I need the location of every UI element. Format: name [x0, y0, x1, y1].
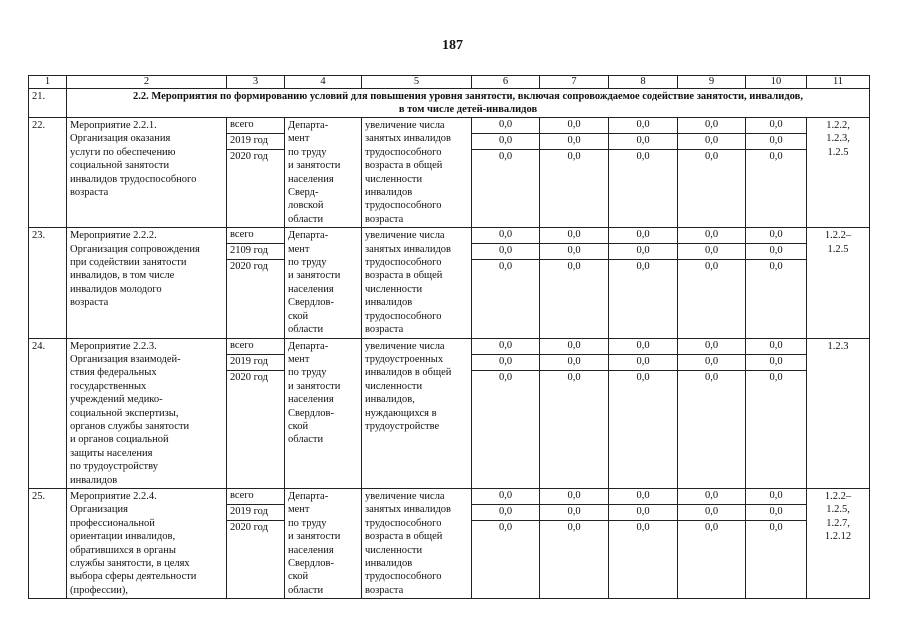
value: 0,0	[472, 489, 539, 505]
period-cell	[227, 228, 285, 338]
value: 0,0	[678, 505, 745, 521]
section-title-line: 2.2. Мероприятия по формированию условий для повышения уровня занятости, включая сопровождаемое содействие занятости, инвалидов,	[133, 91, 803, 102]
value: 0,0	[498, 521, 513, 533]
executor-cell: Департа- мент по труду и занятости населения Свердлов- ской области	[285, 488, 362, 598]
column-number: 7	[540, 76, 609, 89]
column-number: 9	[678, 76, 746, 89]
value: 0,0	[540, 244, 608, 260]
column-number: 1	[29, 76, 67, 89]
value: 0,0	[609, 244, 677, 260]
value: 0,0	[746, 134, 806, 150]
value: 0,0	[746, 489, 806, 505]
period-label: всего	[227, 118, 284, 134]
value: 0,0	[540, 489, 608, 505]
value: 0,0	[678, 134, 745, 150]
value-cell	[472, 488, 540, 598]
value: 0,0	[636, 371, 650, 383]
activity-cell: Мероприятие 2.2.1. Организация оказания услуги по обеспечению социальной занятости инвалидов трудоспособного возраста	[67, 118, 227, 228]
period-label: 2019 год	[227, 134, 284, 150]
value: 0,0	[540, 118, 608, 134]
period-label: 2019 год	[227, 505, 284, 521]
value: 0,0	[704, 261, 719, 273]
value: 0,0	[540, 339, 608, 355]
activity-row	[29, 338, 870, 488]
column-number: 4	[285, 76, 362, 89]
column-number: 2	[67, 76, 227, 89]
value: 0,0	[678, 244, 745, 260]
column-number: 3	[227, 76, 285, 89]
activity-row	[29, 488, 870, 598]
period-label: всего	[227, 228, 284, 244]
period-label: всего	[227, 489, 284, 505]
value-cell	[472, 338, 540, 488]
value: 0,0	[472, 244, 539, 260]
column-number: 5	[362, 76, 472, 89]
row-number: 23.	[29, 228, 67, 338]
value-cell	[540, 118, 609, 228]
value: 0,0	[636, 261, 650, 273]
refs-cell: 1.2.3	[807, 338, 870, 488]
value: 0,0	[769, 371, 783, 383]
value: 0,0	[609, 339, 677, 355]
indicator-cell: увеличение числа занятых инвалидов трудоспособного возраста в общей численности инвалидов трудоспособного возраста	[362, 118, 472, 228]
executor-cell: Департа- мент по труду и занятости населения Сверд- ловской области	[285, 118, 362, 228]
row-number: 25.	[29, 488, 67, 598]
value: 0,0	[704, 151, 719, 162]
period-cell	[227, 488, 285, 598]
value: 0,0	[567, 261, 581, 273]
value-cell	[746, 228, 807, 338]
period-label: 2019 год	[227, 355, 284, 371]
value-cell	[609, 228, 678, 338]
value: 0,0	[769, 151, 783, 162]
executor-cell: Департа- мент по труду и занятости населения Свердлов- ской области	[285, 228, 362, 338]
row-number: 21.	[29, 89, 67, 118]
value: 0,0	[472, 339, 539, 355]
value-cell	[746, 338, 807, 488]
value-cell	[540, 338, 609, 488]
value: 0,0	[746, 339, 806, 355]
indicator-cell: увеличение числа занятых инвалидов трудоспособного возраста в общей численности инвалидов трудоспособного возраста	[362, 228, 472, 338]
activity-cell: Мероприятие 2.2.2. Организация сопровождения при содействии занятости инвалидов, в том числе инвалидов молодого возраста	[67, 228, 227, 338]
section-title	[67, 89, 870, 118]
value: 0,0	[609, 489, 677, 505]
value: 0,0	[472, 134, 539, 150]
refs-cell: 1.2.2– 1.2.5	[807, 228, 870, 338]
value-cell	[609, 338, 678, 488]
value: 0,0	[609, 505, 677, 521]
value-cell	[540, 488, 609, 598]
value: 0,0	[609, 118, 677, 134]
value: 0,0	[678, 118, 745, 134]
value: 0,0	[540, 134, 608, 150]
value: 0,0	[472, 355, 539, 371]
value: 0,0	[678, 228, 745, 244]
section-row	[29, 89, 870, 118]
value: 0,0	[540, 355, 608, 371]
period-label: 2020 год	[230, 151, 268, 162]
value: 0,0	[498, 151, 513, 162]
value-cell	[678, 118, 746, 228]
value: 0,0	[746, 118, 806, 134]
period-label: 2020 год	[230, 371, 268, 383]
value: 0,0	[609, 134, 677, 150]
value-cell	[678, 228, 746, 338]
indicator-cell: увеличение числа занятых инвалидов трудоспособного возраста в общей численности инвалидов трудоспособного возраста	[362, 488, 472, 598]
value-cell	[678, 338, 746, 488]
value-cell	[746, 488, 807, 598]
value: 0,0	[678, 489, 745, 505]
executor-cell: Департа- мент по труду и занятости населения Свердлов- ской области	[285, 338, 362, 488]
value: 0,0	[746, 244, 806, 260]
section-title-line: в том числе детей-инвалидов	[398, 104, 538, 115]
value-cell	[609, 118, 678, 228]
value-cell	[540, 228, 609, 338]
period-label: 2020 год	[230, 521, 268, 533]
refs-cell: 1.2.2, 1.2.3, 1.2.5	[807, 118, 870, 228]
value-cell	[609, 488, 678, 598]
column-number: 10	[746, 76, 807, 89]
value: 0,0	[567, 151, 581, 162]
value: 0,0	[704, 371, 719, 383]
period-label: всего	[227, 339, 284, 355]
page-number: 187	[442, 38, 463, 53]
value: 0,0	[746, 505, 806, 521]
value: 0,0	[498, 371, 513, 383]
value: 0,0	[746, 228, 806, 244]
row-number: 24.	[29, 338, 67, 488]
activity-row	[29, 118, 870, 228]
activity-row	[29, 228, 870, 338]
value: 0,0	[498, 261, 513, 273]
value: 0,0	[704, 521, 719, 533]
value: 0,0	[769, 521, 783, 533]
value: 0,0	[636, 521, 650, 533]
indicator-cell: увеличение числа трудоустроенных инвалидов в общей численности инвалидов, нуждающихся в трудоустройстве	[362, 338, 472, 488]
value: 0,0	[678, 339, 745, 355]
value-cell	[746, 118, 807, 228]
value-cell	[678, 488, 746, 598]
value: 0,0	[472, 505, 539, 521]
value: 0,0	[472, 228, 539, 244]
value: 0,0	[567, 521, 581, 533]
value-cell	[472, 118, 540, 228]
value: 0,0	[540, 505, 608, 521]
activity-cell: Мероприятие 2.2.3. Организация взаимодей- ствия федеральных государственных учреждений медико- социальной экспертизы, органов службы занятости и органов социальной защиты населения по трудоустройству инвалидов	[67, 338, 227, 488]
value: 0,0	[609, 228, 677, 244]
period-cell	[227, 118, 285, 228]
column-number: 6	[472, 76, 540, 89]
activity-cell: Мероприятие 2.2.4. Организация профессиональной ориентации инвалидов, обратившихся в органы службы занятости, в целях выбора сферы деятельности (профессии),	[67, 488, 227, 598]
column-numbers-row	[29, 76, 870, 89]
value: 0,0	[636, 151, 650, 162]
value: 0,0	[769, 261, 783, 273]
value: 0,0	[746, 355, 806, 371]
period-cell	[227, 338, 285, 488]
period-label: 2020 год	[230, 261, 268, 273]
value: 0,0	[540, 228, 608, 244]
column-number: 11	[807, 76, 870, 89]
row-number: 22.	[29, 118, 67, 228]
program-table	[28, 75, 870, 599]
column-number: 8	[609, 76, 678, 89]
value: 0,0	[678, 355, 745, 371]
value: 0,0	[609, 355, 677, 371]
period-label: 2109 год	[227, 244, 284, 260]
refs-cell: 1.2.2– 1.2.5, 1.2.7, 1.2.12	[807, 488, 870, 598]
value: 0,0	[472, 118, 539, 134]
value-cell	[472, 228, 540, 338]
value: 0,0	[567, 371, 581, 383]
